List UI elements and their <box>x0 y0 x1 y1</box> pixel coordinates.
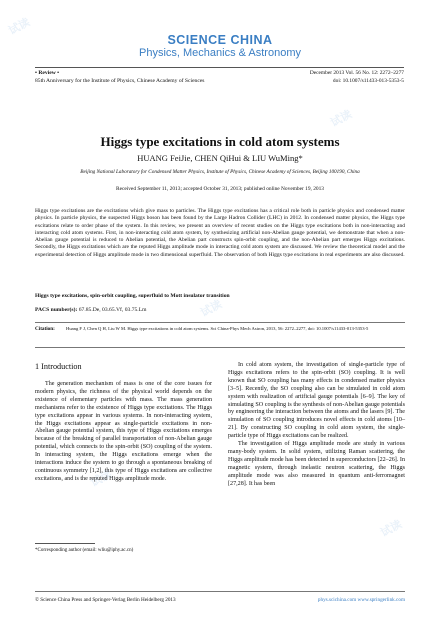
article-type: • Review • <box>35 70 60 76</box>
header-rule <box>35 67 404 68</box>
abstract: Higgs type excitations are the excitations which give mass to particles. The Higgs type excitations has a critical role both in particle physics and condensed matter physics. In particle physics, the suspected Higgs boson has been found by the Large Hadron Collider (LHC) in 2012. In condensed matter physics, the Higgs type excitations relate to order phase of the system. In this review, we present an overview of recent studies on the Higgs type excitations both in non-interacting and interacting cold atom systems. First, in non-interacting cold atom system, by synthesizing artificial non-Abelian gauge potential, we demonstrate that when a non-Abelian gauge potential is reduced to Abelian potential, the Abelian part constructs spin-orbit coupling, and the non-Abelian part emerges Higgs excitations. Secondly, the Higgs excitations which are the reputed Higgs amplitude mode in interacting cold atom system are discussed. We review the theoretical model and the experimental detection of Higgs amplitude mode in two dimensional superfluid. The observation of both Higgs type excitations in real experiments are also discussed. <box>35 208 405 258</box>
paragraph: In cold atom system, the investigation of single-particle type of Higgs excitations refers to the spin-orbit (SO) coupling. It is well known that SO coupling has many effects in condensed matter physics [3–5]. Recently, the SO coupling also can be simulated in cold atom system with realization of artificial gauge potentials [6–9]. The key of simulating SO coupling is the synthesis of non-Abelian gauge potentials by engineering the interaction between the atoms and the lasers [9]. The simulation of SO coupling introduces novel effects in cold atoms [10–21]. By constructing SO coupling in cold atom system, the single-particle type of Higgs excitations can be realized. <box>228 362 405 440</box>
journal-subtitle: Physics, Mechanics & Astronomy <box>138 47 301 59</box>
citation-label: Citation: <box>35 326 55 332</box>
pacs-values: 67.85.De, 03.65.Vf, 03.75.Lm <box>78 307 147 313</box>
article-title: Higgs type excitations in cold atom systems <box>100 134 340 149</box>
anniversary-note: 85th Anniversary for the Institute of Physics, Chinese Academy of Sciences <box>35 77 205 84</box>
citation: Huang F J, Chen Q H, Liu W M. Higgs type excitations in cold atom systems. Sci China-Phys Mech Astron, 2013, 56: 2272–2277, doi: 10.1007/s11433-013-5353-5 <box>66 326 369 331</box>
footer-rule <box>35 591 405 592</box>
journal-links[interactable]: phys.scichina.com www.springerlink.com <box>317 597 405 603</box>
doi[interactable]: doi: 10.1007/s11433-013-5353-5 <box>332 77 404 84</box>
watermark: 试读 <box>88 467 114 490</box>
corresponding-author-footnote: *Corresponding author (email: wliu@iphy.ac.cn) <box>35 548 134 553</box>
watermark: 试读 <box>198 297 224 320</box>
paragraph: The investigation of Higgs amplitude mode are study in various many-body system. In solid system, utilizing Raman scattering, the Higgs amplitude mode has been detected in superconductors [22–26]. In magnetic system, through inelastic neutron scattering, the Higgs amplitude mode was also measured in quantum anti-ferromagnet [27,28]. It has been <box>228 441 405 487</box>
issue-info: December 2013 Vol. 56 No. 12: 2272–2277 <box>309 70 404 76</box>
copyright: © Science China Press and Springer-Verlag Berlin Heidelberg 2013 <box>35 597 176 603</box>
article-type-block <box>35 70 205 85</box>
section-title: 1 Introduction <box>35 362 82 371</box>
watermark: 试读 <box>328 107 354 130</box>
issue-block <box>310 70 404 85</box>
pacs-numbers <box>35 307 146 313</box>
body-column-right <box>228 362 405 489</box>
divider <box>35 322 405 323</box>
paragraph: The generation mechanism of mass is one of the core issues for modern physics, the richness of the physical world depends on the existence of elementary particles with mass. The mass generation mechanisms refer to the existence of Higgs type excitations. The Higgs type excitations appear in various systems. In non-interacting system, the Higgs excitations appear as single-particle excitations in non-Abelian gauge potential system, this type of Higgs excitations emerges because of the breaking of parallel transportation of non-Abelian gauge potential, which connects to the spin-orbit (SO) coupling of the system. In interacting system, the Higgs excitations emerge when the interactions induce the system to go through a spontaneous breaking of continuous symmetry [1,2], this type of Higgs excitations are collective excitations, and is the reputed Higgs amplitude mode. <box>35 381 212 482</box>
pacs-label: PACS number(s): <box>35 307 78 313</box>
watermark: 试读 <box>6 15 32 38</box>
body-column-left <box>35 381 212 484</box>
footnote-rule <box>35 543 95 544</box>
watermark: 试读 <box>378 517 404 540</box>
received-dates: Received September 11, 2013; accepted October 31, 2013; published online November 19, 2013 <box>115 186 325 192</box>
authors: HUANG FeiJie, CHEN QiHui & LIU WuMing* <box>137 153 303 163</box>
journal-masthead <box>0 33 440 60</box>
journal-name: SCIENCE CHINA <box>167 33 273 47</box>
divider <box>35 347 405 348</box>
affiliation: Beijing National Laboratory for Condensed Matter Physics, Institute of Physics, Chinese Academy of Sciences, Beijing 100190, China <box>80 169 360 175</box>
keywords: Higgs type excitations, spin-orbit coupling, superfluid to Mott insulator transition <box>35 293 230 299</box>
